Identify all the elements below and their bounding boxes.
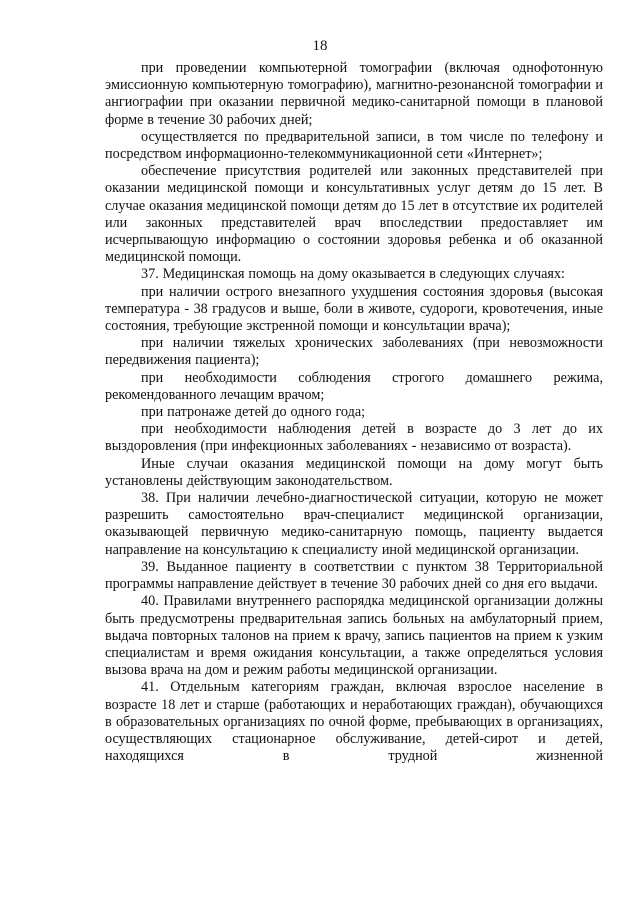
page-number: 18 [312,38,328,54]
paragraph-child-observation: при необходимости наблюдения детей в возрасте до 3 лет до их выздоровления (при инфекционных заболеваниях - независимо от возраста). [105,421,603,455]
paragraph-parents-presence: обеспечение присутствия родителей или законных представителей при оказании медицинской помощи и консультативных услуг детям до 15 лет. В случае оказания медицинской помощи детям до 15 лет в отсутствие их родителей или законных представителей врач впоследствии предоставляет им исчерпывающую информацию о состоянии здоровья ребенка и об оказанной медицинской помощи. [105,163,603,266]
paragraph-infant-patronage: при патронаже детей до одного года; [141,404,366,421]
paragraph-item-41: 41. Отдельным категориям граждан, включая взрослое население в возрасте 18 лет и старше (работающих и неработающих граждан), обучающихся в образовательных организациях по очной форме, пребывающих в организациях, осуществляющих стационарное обслуживание, детей-сирот и детей, находящихся в трудной жизненной [105,679,603,765]
document-body [105,60,603,765]
paragraph-item-37: 37. Медицинская помощь на дому оказывается в следующих случаях: [141,266,565,283]
paragraph-chronic-diseases: при наличии тяжелых хронических заболеваниях (при невозможности передвижения пациента); [105,335,603,369]
paragraph-home-regime: при необходимости соблюдения строгого домашнего режима, рекомендованного лечащим врачом; [105,369,603,403]
paragraph-item-39: 39. Выданное пациенту в соответствии с пунктом 38 Территориальной программы направление действует в течение 30 рабочих дней со дня его выдачи. [105,558,603,593]
paragraph-item-40: 40. Правилами внутреннего распорядка медицинской организации должны быть предусмотрены предварительная запись больных на амбулаторный прием, выдача повторных талонов на прием к врачу, запись пациентов на прием к узким специалистам и время ожидания консультации, а также определяться условия вызова врача на дом и режим работы медицинской организации. [105,593,603,679]
paragraph-ct-mri-angiography: при проведении компьютерной томографии (включая однофотонную эмиссионную компьютерную томографию), магнитно-резонансной томографии и ангиографии при оказании первичной медико-санитарной помощи в плановой форме в течение 30 рабочих дней; [105,60,603,128]
paragraph-acute-deterioration: при наличии острого внезапного ухудшения состояния здоровья (высокая температура - 38 градусов и выше, боли в животе, судороги, кровотечения, иные состояния, требующие экстренной помощи и консультации врача); [105,283,603,335]
paragraph-other-home-cases: Иные случаи оказания медицинской помощи на дому могут быть установлены действующим законодательством. [105,455,603,489]
paragraph-preliminary-appointment: осуществляется по предварительной записи, в том числе по телефону и посредством информационно-телекоммуникационной сети «Интернет»; [105,128,603,163]
paragraph-item-38: 38. При наличии лечебно-диагностической ситуации, которую не может разрешить самостоятельно врач-специалист медицинской организации, оказывающей первичную медико-санитарную помощь, пациенту выдается направление на консультацию к специалисту иной медицинской организации. [105,490,603,558]
